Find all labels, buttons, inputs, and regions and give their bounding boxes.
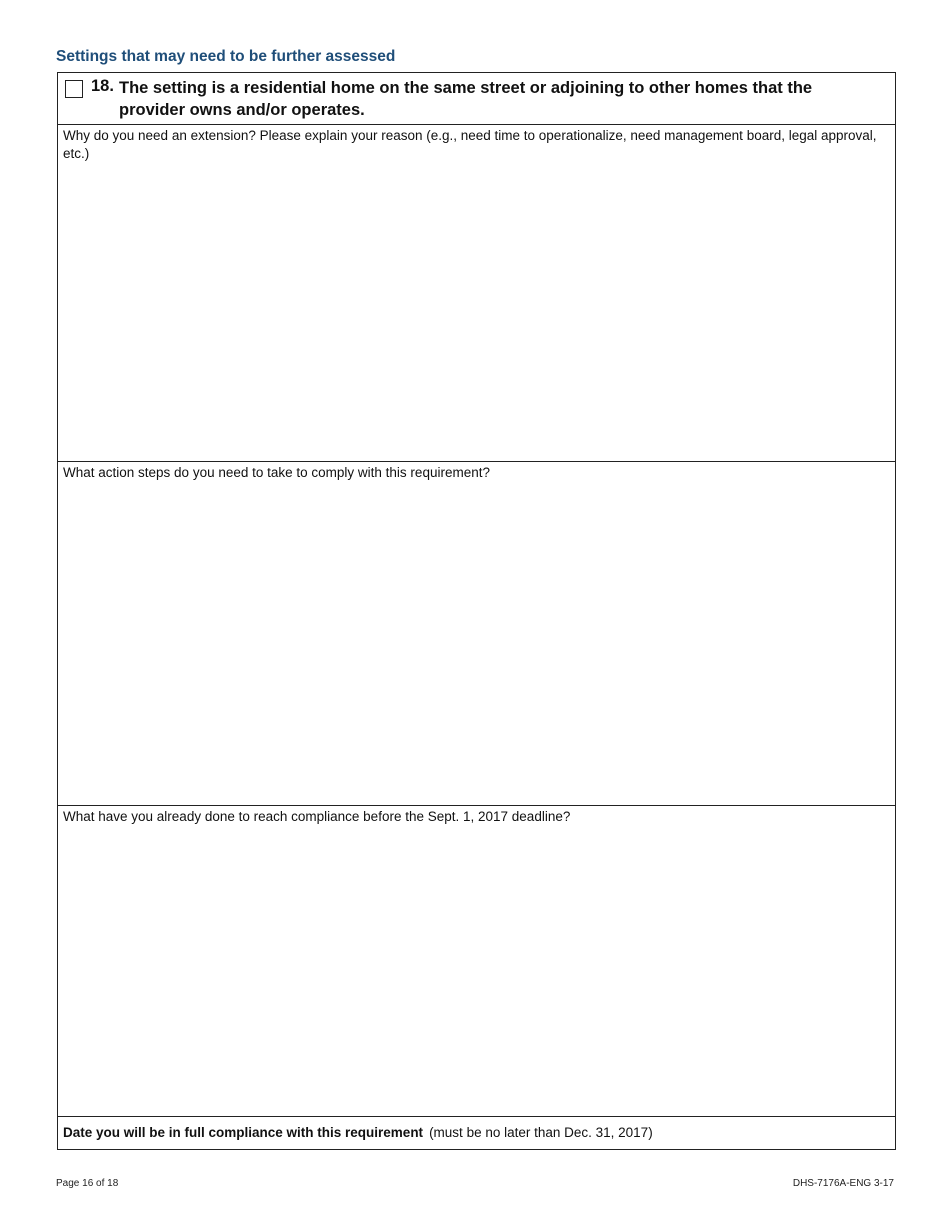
already-done-row xyxy=(58,806,895,1117)
compliance-date-row xyxy=(58,1117,895,1149)
extension-reason-field[interactable] xyxy=(59,165,894,460)
assessment-form-table xyxy=(57,72,896,1150)
form-id: DHS-7176A-ENG 3-17 xyxy=(792,1178,894,1189)
item-number: 18. xyxy=(91,77,114,95)
action-steps-row xyxy=(58,462,895,806)
compliance-date-label-group xyxy=(63,1125,653,1140)
action-steps-field[interactable] xyxy=(59,484,894,804)
already-done-field[interactable] xyxy=(59,828,894,1115)
page-number: Page 16 of 18 xyxy=(56,1178,119,1189)
item-18-checkbox[interactable] xyxy=(65,80,83,98)
item-header-row xyxy=(58,73,895,125)
extension-reason-row xyxy=(58,125,895,462)
compliance-date-note: (must be no later than Dec. 31, 2017) xyxy=(429,1125,653,1140)
section-title: Settings that may need to be further assessed xyxy=(56,48,396,65)
item-statement: The setting is a residential home on the same street or adjoining to other homes that the provider owns and/or operates. xyxy=(119,79,813,119)
action-steps-label: What action steps do you need to take to comply with this requirement? xyxy=(63,465,490,480)
compliance-date-field[interactable] xyxy=(708,1121,891,1147)
extension-reason-label: Why do you need an extension? Please explain your reason (e.g., need time to operationalize, need management board, legal approval, etc.) xyxy=(63,128,877,161)
already-done-label: What have you already done to reach compliance before the Sept. 1, 2017 deadline? xyxy=(63,809,571,824)
compliance-date-label: Date you will be in full compliance with this requirement xyxy=(63,1125,424,1140)
